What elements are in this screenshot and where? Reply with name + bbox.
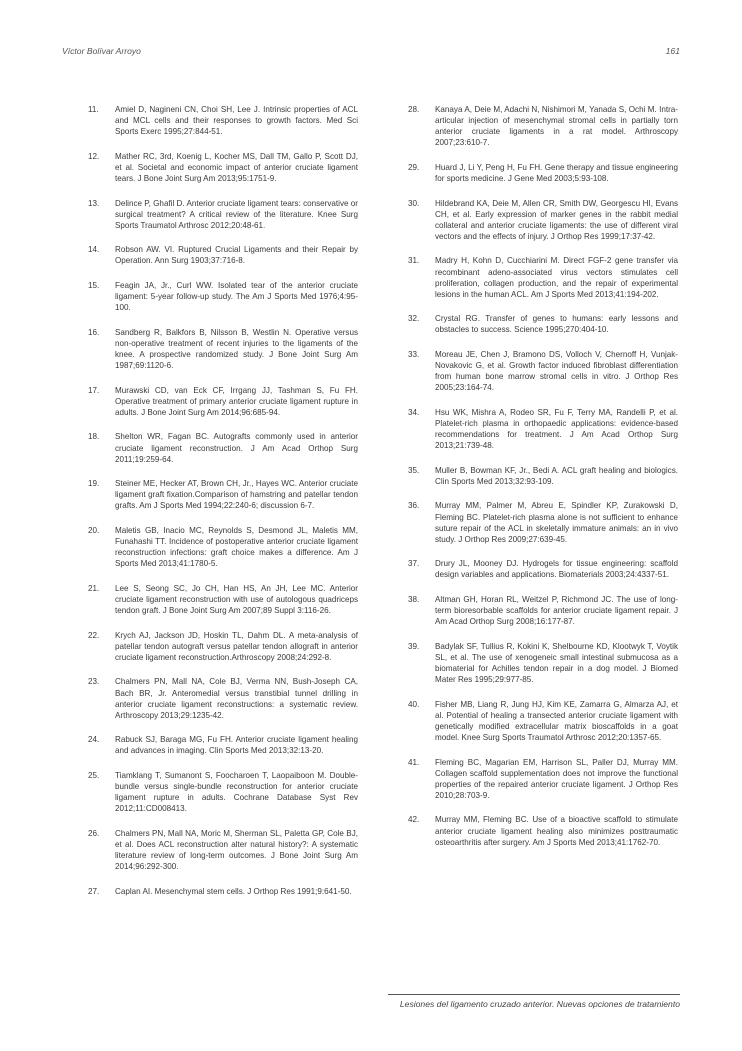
reference-number: 41. [408, 757, 420, 767]
reference-item [88, 385, 358, 418]
reference-text: Sandberg R, Balkfors B, Nilsson B, Westlin N. Operative versus non-operative treatment of recent injuries to the ligaments of the knee. A prospective randomized study. J Bone Joint Surg Am 1987;69:1120-6. [115, 327, 358, 371]
reference-text: Badylak SF, Tullius R, Kokini K, Shelbourne KD, Klootwyk T, Voytik SL, et al. The use of xenogeneic small intestinal submucosa as a biomaterial for Achilles tendon repair in a dog model. J Biomed Mater Res 1995;29:977-85. [435, 641, 678, 685]
reference-item [88, 734, 358, 756]
reference-number: 16. [88, 327, 100, 337]
reference-number: 24. [88, 735, 100, 745]
reference-item [408, 313, 678, 335]
running-footer-title: Lesiones del ligamento cruzado anterior. Nuevas opciones de tratamiento [399, 999, 680, 1009]
reference-number: 11. [88, 105, 99, 114]
reference-text: Shelton WR, Fagan BC. Autografts commonly used in anterior cruciate ligament reconstruction. J Am Acad Orthop Surg 2011;19:259-64. [115, 432, 358, 464]
reference-number: 25. [88, 771, 100, 781]
reference-number: 38. [408, 595, 420, 604]
reference-number: 32. [408, 314, 420, 324]
reference-number: 12. [88, 151, 100, 161]
reference-item [408, 594, 678, 627]
reference-number: 18. [88, 432, 100, 442]
reference-item [88, 104, 358, 137]
reference-number: 36. [408, 501, 420, 511]
reference-number: 23. [88, 677, 100, 687]
reference-text: Hsu WK, Mishra A, Rodeo SR, Fu F, Terry MA, Randelli P, et al. Platelet-rich plasma in orthopaedic applications: evidence-based recommendations for treatment. J Am Acad Orthop Surg 2013;21:739-48. [435, 407, 678, 451]
reference-text: Steiner ME, Hecker AT, Brown CH, Jr., Hayes WC. Anterior cruciate ligament graft fixation.Comparison of hamstring and patellar tendon grafts. Am J Sports Med 1994;22:240-6; discussion 6-7. [115, 479, 358, 511]
reference-item [88, 151, 358, 184]
header-author: Víctor Bolívar Arroyo [62, 46, 141, 56]
reference-column-left [88, 104, 358, 897]
reference-item [408, 162, 678, 184]
reference-number: 31. [408, 256, 420, 266]
reference-text: Murray MM, Fleming BC. Use of a bioactive scaffold to stimulate anterior cruciate ligament healing also minimizes posttraumatic osteoarthritis after surgery. Am J Sports Med 2013;41:1762-70. [435, 815, 678, 847]
reference-item [408, 757, 678, 801]
reference-item [88, 431, 358, 464]
reference-number: 26. [88, 828, 100, 838]
reference-number: 17. [88, 385, 100, 395]
reference-number: 20. [88, 526, 100, 536]
reference-text: Mather RC, 3rd, Koenig L, Kocher MS, Dall TM, Gallo P, Scott DJ, et al. Societal and economic impact of anterior cruciate ligament tears. J Bone Joint Surg Am 2013;95:1751-9. [115, 151, 358, 183]
reference-number: 34. [408, 407, 420, 417]
reference-item [408, 465, 678, 487]
reference-text: Drury JL, Mooney DJ. Hydrogels for tissue engineering: scaffold design variables and applications. Biomaterials 2003;24:4337-51. [435, 559, 678, 580]
reference-text: Crystal RG. Transfer of genes to humans: early lessons and obstacles to success. Science 1995;270:404-10. [435, 314, 678, 335]
reference-text: Krych AJ, Jackson JD, Hoskin TL, Dahm DL. A meta-analysis of patellar tendon autograft versus patellar tendon allograft in anterior cruciate ligament reconstruction.Arthroscopy 2008;24:292-8. [115, 630, 358, 662]
reference-number: 33. [408, 350, 420, 359]
reference-item [408, 641, 678, 685]
reference-text: Maletis GB, Inacio MC, Reynolds S, Desmond JL, Maletis MM, Funahashi TT. Incidence of postoperative anterior cruciate ligament reconstruction infections: graft choice makes a difference. Am J Sports Med 2013;41:1780-5. [115, 526, 358, 569]
reference-number: 27. [88, 886, 100, 896]
reference-item [88, 327, 358, 371]
reference-number: 15. [88, 281, 100, 291]
reference-item [408, 198, 678, 242]
reference-item [88, 583, 358, 616]
reference-number: 13. [88, 198, 100, 208]
reference-item [408, 104, 678, 148]
reference-item [408, 699, 678, 743]
reference-number: 30. [408, 198, 420, 208]
reference-text: Murray MM, Palmer M, Abreu E, Spindler KP, Zurakowski D, Fleming BC. Platelet-rich plasma alone is not sufficient to enhance suture repair of the ACL in skeletally immature animals: an in vivo study. J Orthop Res 2009;27:639-45. [435, 501, 678, 544]
reference-text: Kanaya A, Deie M, Adachi N, Nishimori M, Yanada S, Ochi M. Intra-articular injection of mesenchymal stromal cells in partially torn anterior cruciate ligaments in a rat model. Arthroscopy 2007;23:610-7. [435, 105, 678, 148]
reference-item [408, 255, 678, 299]
reference-text: Lee S, Seong SC, Jo CH, Han HS, An JH, Lee MC. Anterior cruciate ligament reconstruction with use of autologous quadriceps tendon graft. J Bone Joint Surg Am 2007;89 Suppl 3:116-26. [115, 583, 358, 616]
reference-number: 28. [408, 105, 420, 114]
reference-text: Hildebrand KA, Deie M, Allen CR, Smith DW, Georgescu HI, Evans CH, et al. Early expression of marker genes in the rabbit medial collateral and anterior cruciate ligaments: the use of different viral vectors and the effects of injury. J Orthop Res 1999;17:37-42. [435, 198, 678, 241]
reference-item [88, 478, 358, 511]
reference-item [88, 280, 358, 313]
reference-item [88, 676, 358, 720]
reference-number: 35. [408, 465, 420, 475]
reference-item [88, 886, 358, 897]
reference-item [88, 525, 358, 569]
reference-item [408, 349, 678, 393]
reference-text: Fleming BC, Magarian EM, Harrison SL, Paller DJ, Murray MM. Collagen scaffold supplementation does not improve the functional properties of the repaired anterior cruciate ligament. J Orthop Res 2010;28:703-9. [435, 757, 678, 800]
reference-number: 37. [408, 559, 420, 569]
reference-column-right [408, 104, 678, 848]
reference-number: 14. [88, 245, 100, 255]
reference-item [408, 407, 678, 451]
reference-text: Amiel D, Nagineni CN, Choi SH, Lee J. Intrinsic properties of ACL and MCL cells and their responses to growth factors. Med Sci Sports Exerc 1995;27:844-51. [115, 105, 358, 137]
reference-text: Huard J, Li Y, Peng H, Fu FH. Gene therapy and tissue engineering for sports medicine. J Gene Med 2003;5:93-108. [435, 162, 678, 183]
reference-number: 42. [408, 815, 420, 825]
reference-text: Chalmers PN, Mall NA, Moric M, Sherman SL, Paletta GP, Cole BJ, et al. Does ACL reconstruction alter natural history?: A systematic literature review of long-term outcomes. J Bone Joint Surg Am 2014;96:292-300. [115, 828, 358, 872]
reference-text: Fisher MB, Liang R, Jung HJ, Kim KE, Zamarra G, Almarza AJ, et al. Potential of healing a transected anterior cruciate ligament with genetically modified extracellular matrix bioscaffolds in a goat model. Knee Surg Sports Traumatol Arthrosc 2012;20:1357-65. [435, 699, 678, 742]
reference-item [88, 828, 358, 872]
reference-number: 21. [88, 583, 100, 593]
reference-item [88, 770, 358, 814]
reference-text: Robson AW. VI. Ruptured Crucial Ligaments and their Repair by Operation. Ann Surg 1903;37:716-8. [115, 245, 358, 266]
reference-text: Muller B, Bowman KF, Jr., Bedi A. ACL graft healing and biologics. Clin Sports Med 2013;32:93-109. [435, 465, 678, 486]
reference-text: Delince P, Ghafil D. Anterior cruciate ligament tears: conservative or surgical treatment? A critical review of the literature. Knee Surg Sports Traumatol Arthrosc 2012;20:48-61. [115, 198, 358, 230]
reference-text: Altman GH, Horan RL, Weitzel P, Richmond JC. The use of long-term bioresorbable scaffolds for anterior cruciate ligament repair. J Am Acad Orthop Surg 2008;16:177-87. [435, 595, 678, 627]
reference-text: Madry H, Kohn D, Cucchiarini M. Direct FGF-2 gene transfer via recombinant adeno-associated virus vectors stimulates cell proliferation, collagen production, and the repair of experimental lesions in the human ACL. Am J Sports Med 2013;41:194-202. [435, 256, 678, 299]
reference-item [88, 630, 358, 663]
reference-item [88, 244, 358, 266]
footer-divider [388, 994, 680, 995]
reference-text: Moreau JE, Chen J, Bramono DS, Volloch V, Chernoff H, Vunjak-Novakovic G, et al. Growth factor induced fibroblast differentiation from human bone marrow stromal cells in vitro. J Orthop Res 2005;23:164-74. [435, 350, 678, 393]
reference-number: 22. [88, 630, 100, 640]
reference-number: 40. [408, 699, 420, 709]
reference-text: Chalmers PN, Mall NA, Cole BJ, Verma NN, Bush-Joseph CA, Bach BR, Jr. Anteromedial versus transtibial tunnel drilling in anterior cruciate ligament reconstructions: a systematic review. Arthroscopy 2013;29:1235-42. [115, 677, 358, 720]
reference-number: 19. [88, 479, 100, 489]
page-number: 161 [665, 46, 680, 56]
reference-item [408, 814, 678, 847]
reference-text: Murawski CD, van Eck CF, Irrgang JJ, Tashman S, Fu FH. Operative treatment of primary anterior cruciate ligament rupture in adults. J Bone Joint Surg Am 2014;96:685-94. [115, 385, 358, 417]
reference-item [88, 198, 358, 231]
reference-text: Tiamklang T, Sumanont S, Foocharoen T, Laopaiboon M. Double-bundle versus single-bundle reconstruction for anterior cruciate ligament rupture in adults. Cochrane Database Syst Rev 2012;11:CD008413. [115, 771, 358, 814]
reference-text: Rabuck SJ, Baraga MG, Fu FH. Anterior cruciate ligament healing and advances in imaging. Clin Sports Med 2013;32:13-20. [115, 735, 358, 756]
reference-number: 39. [408, 641, 420, 651]
reference-item [408, 558, 678, 580]
reference-text: Feagin JA, Jr., Curl WW. Isolated tear of the anterior cruciate ligament: 5-year follow-up study. The Am J Sports Med 1976;4:95-100. [115, 281, 358, 313]
reference-number: 29. [408, 162, 420, 172]
reference-item [408, 500, 678, 544]
reference-text: Caplan AI. Mesenchymal stem cells. J Orthop Res 1991;9:641-50. [115, 886, 352, 896]
